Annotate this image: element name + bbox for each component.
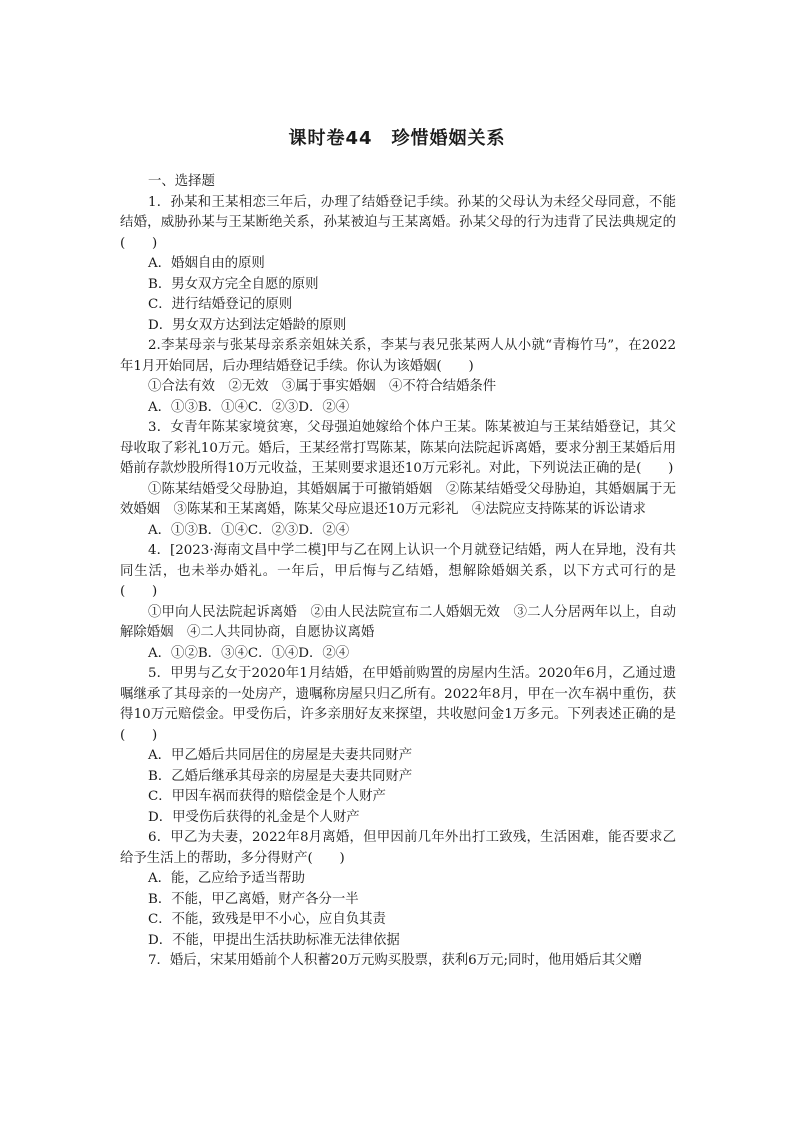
- question-6-stem: 6．甲乙为夫妻，2022年8月离婚，但甲因前几年外出打工致残，生活困难，能否要求乙给予生活上的帮助，多分得财产( ): [120, 830, 676, 866]
- question-3-options: A．①③B．①④C．②③D．②④: [148, 522, 350, 538]
- question-6-option-c: C．不能，致残是甲不小心，应自负其责: [148, 912, 386, 927]
- question-4-options: A．①②B．③④C．①④D．②④: [148, 645, 350, 661]
- question-3-stem: 3．女青年陈某家境贫寒，父母强迫她嫁给个体户王某。陈某被迫与王某结婚登记，其父母收取了彩礼10万元。婚后，王某经常打骂陈某，陈某向法院起诉离婚，要求分割王某婚后用婚前存款炒股所得10万元收益，王某则要求退还10万元彩礼。对此，下列说法正确的是( ): [120, 420, 676, 476]
- question-content: [120, 172, 676, 972]
- section-heading: 一、选择题: [148, 174, 215, 189]
- question-5-option-b: B．乙婚后继承其母亲的房屋是夫妻共同财产: [148, 768, 413, 784]
- question-5-option-d: D．甲受伤后获得的礼金是个人财产: [148, 809, 360, 825]
- question-5-option-a: A．甲乙婚后共同居住的房屋是夫妻共同财产: [148, 748, 413, 763]
- question-7-stem: 7．婚后，宋某用婚前个人积蓄20万元购买股票，获利6万元;同时，他用婚后其父赠: [148, 953, 642, 968]
- question-1-stem: 1．孙某和王某相恋三年后，办理了结婚登记手续。孙某的父母认为未经父母同意，不能结婚，威胁孙某与王某断绝关系，孙某被迫与王某离婚。孙某父母的行为违背了民法典规定的( ): [120, 194, 676, 251]
- question-2-options: A．①③B．①④C．②③D．②④: [148, 399, 350, 415]
- question-1-option-c: C．进行结婚登记的原则: [148, 297, 293, 312]
- question-1-option-b: B．男女双方完全自愿的原则: [148, 276, 319, 292]
- question-4-items: ①甲向人民法院起诉离婚 ②由人民法院宣布二人婚姻无效 ③二人分居两年以上，自动解除婚姻 ④二人共同协商，自愿协议离婚: [120, 604, 676, 640]
- question-3-items: ①陈某结婚受父母胁迫，其婚姻属于可撤销婚姻 ②陈某结婚受父母胁迫，其婚姻属于无效婚姻 ③陈某和王某离婚，陈某父母应退还10万元彩礼 ④法院应支持陈某的诉讼请求: [120, 481, 676, 517]
- question-1-option-d: D．男女双方达到法定婚龄的原则: [148, 317, 347, 333]
- question-6-option-d: D．不能，甲提出生活扶助标准无法律依据: [148, 932, 400, 948]
- question-5-stem: 5．甲男与乙女于2020年1月结婚，在甲婚前购置的房屋内生活。2020年6月，乙通过遗嘱继承了其母亲的一处房产，遗嘱称房屋只归乙所有。2022年8月，甲在一次车祸中重伤，获得10万元赔偿金。甲受伤后，许多亲朋好友来探望，共收慰问金1万多元。下列表述正确的是( ): [120, 666, 676, 743]
- question-2-stem: 2.李某母亲与张某母亲系亲姐妹关系，李某与表兄张某两人从小就“青梅竹马”，在2022年1月开始同居，后办理结婚登记手续。你认为该婚姻( ): [120, 338, 676, 374]
- question-4-stem: 4．[2023·海南文昌中学二模]甲与乙在网上认识一个月就登记结婚，两人在异地，没有共同生活，也未举办婚礼。一年后，甲后悔与乙结婚，想解除婚姻关系，以下方式可行的是( ): [120, 543, 676, 599]
- question-6-option-b: B．不能，甲乙离婚，财产各分一半: [148, 891, 359, 907]
- question-1-option-a: A．婚姻自由的原则: [148, 256, 265, 271]
- question-6-option-a: A．能，乙应给予适当帮助: [148, 871, 305, 886]
- page-title: 课时卷44 珍惜婚姻关系: [288, 128, 506, 149]
- question-2-items: ①合法有效 ②无效 ③属于事实婚姻 ④不符合结婚条件: [148, 379, 497, 394]
- question-5-option-c: C．甲因车祸而获得的赔偿金是个人财产: [148, 789, 386, 804]
